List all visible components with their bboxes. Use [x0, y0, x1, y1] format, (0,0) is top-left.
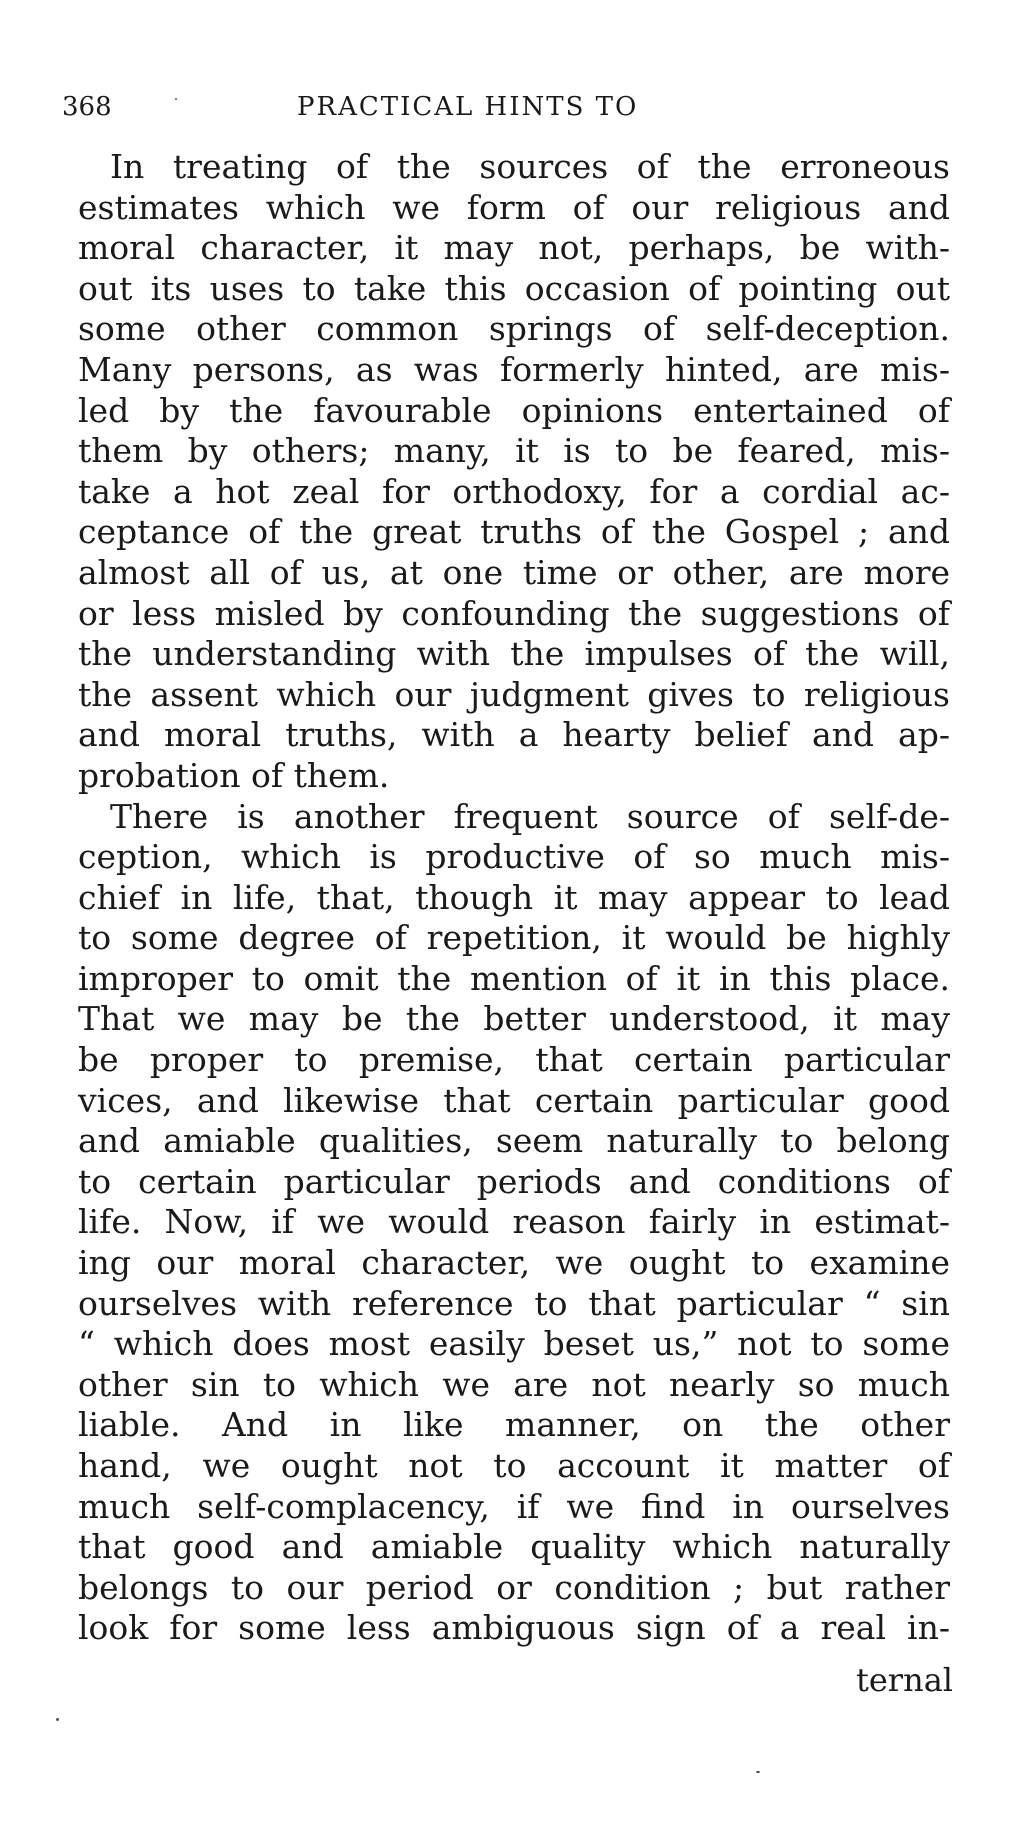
page-header: [62, 92, 702, 132]
text-line: other sin to which we are not nearly so much: [78, 1364, 950, 1404]
text-line: probation of them.: [78, 755, 390, 795]
scan-speck: [175, 98, 177, 100]
text-line: improper to omit the mention of it in this place.: [78, 958, 950, 998]
text-line: Many persons, as was formerly hinted, are mis-: [78, 349, 950, 389]
text-line: life. Now, if we would reason fairly in estimat-: [78, 1202, 950, 1242]
paragraph-2: [78, 797, 950, 1649]
text-line: the assent which our judgment gives to religious: [78, 674, 950, 714]
text-line: to certain particular periods and conditions of: [78, 1161, 950, 1201]
text-line: chief in life, that, though it may appear to lead: [78, 877, 950, 917]
text-line: much self-complacency, if we find in ourselves: [78, 1486, 950, 1526]
text-line: almost all of us, at one time or other, are more: [78, 552, 950, 592]
text-line: hand, we ought not to account it matter of: [78, 1446, 950, 1485]
catchword: ternal: [856, 1661, 954, 1699]
paragraph-1: [78, 147, 950, 797]
running-head: PRACTICAL HINTS TO: [297, 92, 639, 122]
text-line: be proper to premise, that certain particular: [78, 1040, 950, 1080]
text-line: or less misled by confounding the suggestions of: [78, 593, 950, 633]
text-line: them by others; many, it is to be feared, mis-: [78, 431, 950, 471]
text-line: the understanding with the impulses of the will,: [78, 634, 950, 674]
text-line: ing our moral character, we ought to examine: [78, 1243, 950, 1283]
text-line: In treating of the sources of the erroneous: [110, 147, 950, 186]
text-line: belongs to our period or condition ; but rather: [78, 1567, 950, 1607]
scan-speck: [756, 1771, 760, 1773]
text-line: ception, which is productive of so much mis-: [78, 837, 950, 877]
text-line: “ which does most easily beset us,” not to some: [78, 1324, 950, 1364]
text-line: and moral truths, with a hearty belief and ap-: [78, 715, 950, 755]
text-line: some other common springs of self-deception.: [78, 309, 950, 349]
text-line: That we may be the better understood, it may: [78, 999, 950, 1039]
text-line: There is another frequent source of self-de-: [110, 796, 950, 836]
body-text: [78, 147, 950, 1649]
text-line: vices, and likewise that certain particular good: [78, 1080, 950, 1120]
text-line: ceptance of the great truths of the Gospel ; and: [78, 512, 950, 552]
text-line: liable. And in like manner, on the other: [78, 1405, 950, 1445]
text-line: and amiable qualities, seem naturally to belong: [78, 1121, 950, 1161]
text-line: look for some less ambiguous sign of a real in-: [78, 1608, 950, 1648]
text-line: that good and amiable quality which naturally: [78, 1527, 950, 1567]
text-line: moral character, it may not, perhaps, be with-: [78, 228, 950, 268]
page-number: 368: [62, 92, 112, 122]
text-line: estimates which we form of our religious and: [78, 187, 950, 227]
text-line: ourselves with reference to that particular “ sin: [78, 1283, 950, 1323]
text-line: take a hot zeal for orthodoxy, for a cordial ac-: [78, 471, 950, 511]
text-line: to some degree of repetition, it would be highly: [78, 918, 950, 958]
text-line: led by the favourable opinions entertained of: [78, 390, 950, 430]
scan-speck: [56, 1718, 59, 1721]
text-line: out its uses to take this occasion of pointing out: [78, 268, 950, 308]
